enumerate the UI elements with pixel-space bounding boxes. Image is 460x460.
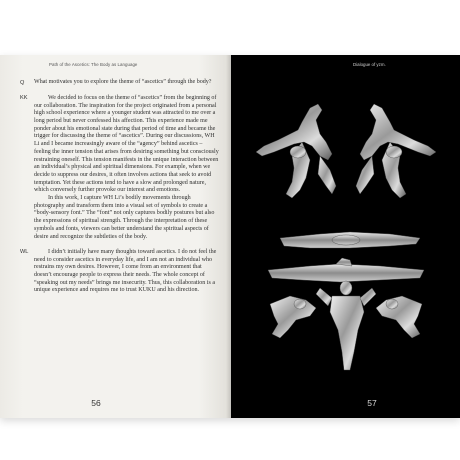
paragraph: In this work, I capture WH Li’s bodily movements through photography and transform them into a visual set of symbols to create a “body-sensory font.” The “font” not only captures bodily postures but also the expressions of spiritual strength. Through the interpretation of these symbols and fonts, viewers can better understand the spiritual aspects of desire and recognize the subtleties of the body. (34, 195, 215, 240)
figure-crouching-left (270, 296, 316, 338)
interview-text (20, 79, 219, 303)
sculpture-artwork (240, 90, 452, 390)
speaker-label: Q (20, 79, 25, 86)
speaker-label: WL (20, 249, 29, 256)
figure-reclining-bar-lower (268, 258, 424, 282)
speaker-label: KK (20, 95, 28, 102)
paragraph: I didn’t initially have many thoughts toward ascetics. I do not feel the need to consider ascetics in everyday life, and I am not an individual who restrains my own desires. However, I come from an environment that doesn’t encourage people to express their needs. The whole concept of “speaking out my needs” brings me insecurity. Thus, this collaboration is a unique experience and requires me to trust KUKU and his direction. (34, 248, 217, 294)
figure-standing-center (316, 281, 376, 370)
paragraph: We decided to focus on the theme of “ascetics” from the beginning of our collaboration. The inspiration for the project originated from a personal high school experience where a younger student was attracted to me over a long period but never confessed his affection. This experience made me ponder about his emotional state during that period of time and became the trigger for discussing the theme of “ascetics”. During our discussions, WH Li and I became increasingly aware of the “agency” behind ascetics – feeling the inner tension that arises from desiring something but consciously restraining oneself. This tension manifests in the unique interaction between an individual’s physical and spiritual dimensions. For example, when we decide to suppress our desires, it often involves actions that seek to avoid temptation. Yet these actions tend to have a slow and prolonged nature, which conversely further provoke our interest and emotions. (34, 94, 219, 194)
qa-entry-kk (20, 95, 219, 241)
figure-handstand-left (256, 104, 336, 198)
running-head-right: Dialogue of yzm. (353, 62, 386, 67)
qa-entry-q (20, 79, 219, 87)
running-head-left: Path of the Ascetics: The Body as Language (49, 62, 138, 67)
page-number-left: 56 (91, 398, 101, 408)
figure-handstand-right (356, 104, 436, 198)
figure-reclining-bar-upper (280, 232, 420, 248)
entry-body (34, 79, 219, 87)
book-gutter (226, 55, 236, 418)
entry-body (34, 95, 219, 241)
qa-entry-wl (20, 249, 219, 295)
entry-body (34, 249, 219, 295)
figure-crouching-right (376, 296, 422, 338)
paragraph: What motivates you to explore the theme of “ascetics” through the body? (34, 79, 212, 85)
page-number-right: 57 (367, 398, 377, 408)
